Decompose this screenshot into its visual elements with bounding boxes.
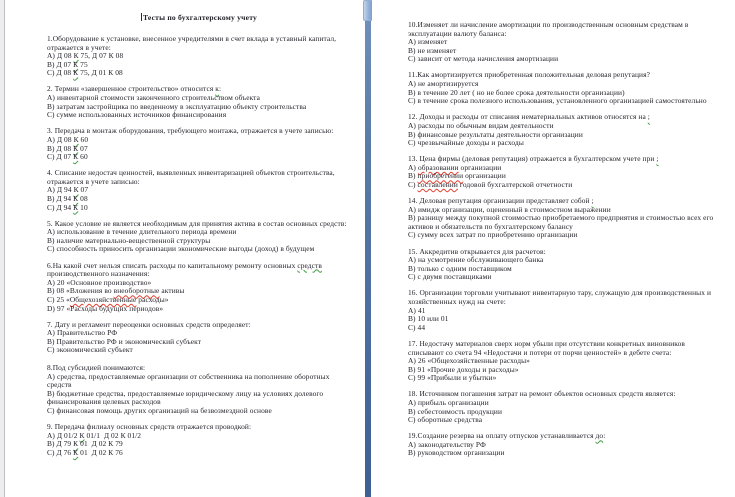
question-block: [408, 432, 721, 458]
grammar-underline: к: [215, 84, 219, 94]
grammar-underline: К: [73, 51, 79, 61]
question-option: В) разницу между покупной стоимостью приобретаемого предприятия и стоимостью всех его активов и обязательств по бухгалтерскому балансу: [408, 213, 716, 231]
question-option: В) 10 или 01: [408, 314, 449, 324]
question-option: В) бюджетные средства, предоставляемые юридическому лицу на условиях долевого финансирования целевых расходов: [47, 388, 326, 407]
question-option: В) финансовые результаты деятельности организации: [408, 129, 583, 139]
question-title: 3. Передача в монтаж оборудования, требующего монтажа, отражается в учете записью:: [47, 126, 334, 136]
question-option: В) Д 94 К 08: [47, 194, 88, 203]
question-title: 17. Недостачу материалов сверх норм убыли при отсутствии конкретных виновников списывают со счета 94 «Недостачи и потери от порчи ценностей» в дебете счета:: [408, 338, 687, 357]
question-option: С) с двумя поставщиками: [408, 272, 492, 282]
question-option: А) 26 «Общехозяйственные расходы»: [408, 356, 530, 366]
question-option: В) затратам застройщика по введенному в эксплуатацию объекту строительства: [47, 101, 307, 111]
questions-column-left: [47, 35, 351, 457]
question-option: С) 25 «Общехозяйственные расходы»: [47, 294, 169, 304]
question-option: В) Д 79 К 01 Д 02 К 79: [47, 439, 123, 449]
question-option: С) способность приносить организации экономические выгоды (доход) в будущем: [47, 244, 315, 254]
question-option: А) инвентарной стоимости законченного строительством объекта: [47, 93, 260, 103]
question-option: В) Правительство РФ и экономический субъект: [47, 336, 202, 346]
text-cursor: [141, 13, 142, 21]
document-page-left[interactable]: [5, 0, 365, 497]
question-option: В) в течение 20 лет ( но не более срока деятельности организации): [408, 87, 625, 97]
question-option: А) Правительство РФ: [47, 328, 118, 338]
question-option: В) Д 08 К 07: [47, 143, 88, 153]
question-option: D) 97 «Расходы будущих периодов»: [47, 303, 164, 313]
question-option: С) Д 76 К 01 Д 02 К 76: [47, 447, 123, 457]
document-page-right[interactable]: [372, 0, 735, 497]
grammar-underline: К: [73, 194, 79, 203]
question-title: 18. Источником погашения затрат на ремонт объектов основных средств является:: [408, 389, 676, 399]
question-title: 7. Дату и регламент переоценки основных средств определяет:: [47, 319, 251, 329]
grammar-underline: К: [73, 447, 79, 457]
question-block: [408, 155, 721, 189]
question-option: С) экономический субъект: [47, 345, 133, 355]
question-option: А) расходы по обычным видам деятельности: [408, 120, 554, 130]
question-title: 6.На какой счет нельзя списать расходы по капитальному ремонту основных средств производственного назначения:: [47, 260, 324, 279]
question-option: С) чрезвычайные доходы и расходы: [408, 138, 524, 148]
question-option: С) составлении годовой бухгалтерской отчетности: [408, 180, 573, 189]
questions-column-right: [408, 21, 721, 458]
question-option: В) не изменяет: [408, 45, 457, 55]
grammar-underline: К: [73, 143, 79, 153]
question-title: 19.Создание резерва на оплату отпусков устанавливается до:: [408, 431, 606, 441]
grammar-underline: К: [73, 59, 79, 69]
question-option: А) изменяет: [408, 37, 448, 47]
grammar-underline: К: [73, 68, 79, 78]
grammar-underline: средств: [297, 260, 322, 270]
question-option: С) сумме использованных источников финансирования: [47, 110, 227, 120]
spellcheck-underline: внеоборотные: [113, 286, 160, 296]
question-option: А) использование в течение длительного периода времени: [47, 227, 237, 237]
question-option: С) зависит от метода начисления амортизации: [408, 54, 559, 64]
question-option: В) Д 07 К 75: [47, 59, 88, 69]
question-option: В) руководством организации: [408, 448, 505, 458]
question-block: [408, 289, 721, 332]
question-option: А) прибыль организации: [408, 397, 489, 407]
grammar-underline: К: [73, 439, 79, 449]
spellcheck-underline: образовании: [417, 162, 459, 172]
question-title: 9. Передача филиалу основных средств отражается проводкой:: [47, 422, 252, 432]
question-title: 1.Оборудование к установке, внесенное учредителями в счет вклада в уставный капитал, отражается в учете:: [47, 34, 339, 52]
question-title: 11.Как амортизируется приобретенная положительная деловая репутация?: [408, 70, 650, 80]
grammar-underline: ;: [656, 154, 659, 164]
question-option: А) Д 08 К 75, Д 07 К 08: [47, 51, 124, 61]
question-block: [47, 35, 351, 78]
question-option: С) 44: [408, 322, 426, 332]
question-block: [47, 364, 351, 416]
question-title: 10.Изменяет ли начисление амортизации по производственным основным средствам в эксплуатации валюту баланса:: [408, 20, 691, 38]
question-option: В) 08 «Вложения во внеоборотные активы: [47, 286, 185, 296]
question-block: [408, 340, 721, 383]
question-block: [47, 262, 351, 314]
grammar-underline: ;: [647, 112, 650, 122]
question-option: А) образовании организации: [408, 162, 502, 172]
spellcheck-underline: приобретении: [417, 171, 464, 181]
grammar-underline: К: [73, 134, 79, 144]
question-option: А) 20 «Основное производство»: [47, 277, 152, 287]
question-option: А) Д 01/2 К 01/1 Д 02 К 01/2: [47, 430, 142, 440]
question-option: А) имидж организации, оцененный в стоимостном выражении: [408, 204, 611, 214]
page-divider-scrollbar-track: [365, 0, 371, 497]
question-block: [47, 321, 351, 355]
question-option: А) не амортизируется: [408, 79, 479, 89]
question-option: А) законодательству РФ: [408, 439, 486, 449]
document-title: Тесты по бухгалтерскому учету: [142, 13, 258, 22]
grammar-underline: до: [595, 431, 604, 441]
question-option: В) наличие материально-вещественной структуры: [47, 235, 211, 245]
question-block: [408, 197, 721, 240]
question-option: А) 41: [408, 305, 426, 315]
question-option: С) в течение срока полезного использования, установленного организацией самостоятельно: [408, 96, 707, 106]
question-block: [408, 113, 721, 147]
question-block: [408, 390, 721, 424]
question-option: В) 91 «Прочие доходы и расходы»: [408, 364, 519, 374]
question-title: 13. Цена фирмы (деловая репутация) отражается в бухгалтерском учете при ;: [408, 154, 659, 164]
question-block: [47, 169, 351, 212]
grammar-underline: К: [73, 185, 79, 195]
question-option: С) финансовая помощь других организаций на безвозмездной основе: [47, 405, 272, 415]
question-option: С) Д 08 К 75, Д 01 К 08: [47, 68, 123, 78]
question-option: С) 99 «Прибыли и убытки»: [408, 373, 497, 383]
question-title: 5. Какое условие не является необходимым для принятия актива в состав основных средств:: [47, 218, 347, 228]
question-block: [408, 248, 721, 282]
grammar-underline: ;: [591, 196, 594, 206]
grammar-underline: К: [73, 202, 79, 212]
question-option: В) себестоимость продукции: [408, 406, 503, 416]
question-block: [408, 71, 721, 105]
question-option: С) Д 07 К 60: [47, 152, 88, 162]
question-option: В) только с одним поставщиком: [408, 263, 512, 273]
document-title-row: [47, 13, 351, 22]
question-block: [47, 423, 351, 457]
question-option: А) Д 94 К 07: [47, 185, 89, 195]
grammar-underline: К: [79, 430, 85, 440]
question-option: С) сумму всех затрат по приобретению организации: [408, 230, 578, 240]
question-option: А) средства, предоставляемые организации от собственника на пополнение оборотных средств: [47, 371, 332, 390]
question-title: 16. Организации торговли учитывают инвентарную тару, служащую для производственных и хозяйственных нужд на счете:: [408, 288, 713, 307]
question-option: С) Д 94 К 10: [47, 202, 88, 212]
question-title: 15. Аккредитив открывается для расчетов:: [408, 246, 546, 256]
question-title: 4. Списание недостач ценностей, выявленных инвентаризацией объектов строительства, отражается в учете записью:: [47, 168, 337, 186]
grammar-underline: К: [73, 152, 79, 162]
question-option: В) приобретении организации: [408, 171, 506, 181]
question-block: [47, 220, 351, 254]
question-option: А) на усмотрение обслуживающего банка: [408, 255, 544, 265]
question-title: 14. Деловая репутация организации представляет собой ;: [408, 196, 594, 206]
question-option: С) оборотные средства: [408, 415, 483, 425]
question-block: [408, 21, 721, 64]
question-option: А) Д 08 К 60: [47, 134, 89, 144]
question-title: 8.Под субсидией понимаются:: [47, 363, 146, 372]
question-block: [47, 85, 351, 119]
question-title: 2. Термин «завершенное строительство» относится к:: [47, 84, 222, 94]
spellcheck-underline: составлении: [417, 180, 458, 189]
spellcheck-underline: Общехозяйственные: [69, 294, 137, 304]
question-block: [47, 127, 351, 161]
question-title: 12. Доходы и расходы от списания нематериальных активов относятся на ;: [408, 112, 650, 122]
